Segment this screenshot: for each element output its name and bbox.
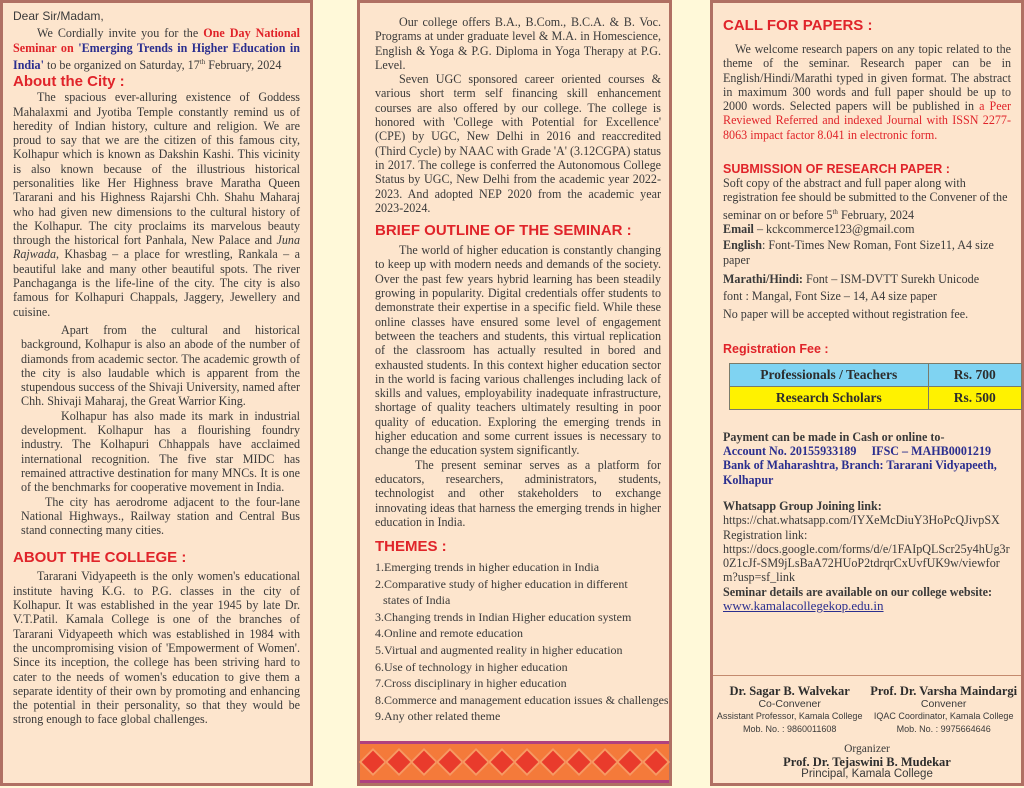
coconvener-role: Co-Convener [758, 697, 821, 710]
coconvener-name: Dr. Sagar B. Walvekar [729, 684, 850, 698]
fee-category: Professionals / Teachers [730, 363, 929, 386]
convener-mobile: Mob. No. : 9975664646 [896, 723, 991, 734]
call-for-papers-heading: CALL FOR PAPERS : [723, 17, 873, 34]
whatsapp-link[interactable]: https://chat.whatsapp.com/IYXeMcDiuY3HoPcQJivpSX [723, 513, 1000, 528]
fee-row [730, 363, 1022, 386]
convener-name: Prof. Dr. Varsha Maindargi [870, 684, 1018, 698]
coconvener-block [717, 685, 863, 735]
college-paragraph-3: Seven UGC sponsored career oriented courses & various short term self financing skill enhancement courses are also offered by our college. The college is honored with 'College with Potential for Excellence' (CPE) by UGC, New Delhi in 2016 and reaccredited (Third Cycle) by NAAC with Grade 'A' (3.12CGPA) status in 2017. The college is conferred the Autonomous College Status by UGC, New Delhi from the academic year 2022-2023. And adopted NEP 2020 from the academic year 2023-2024. [375, 72, 661, 215]
seminar-type: One Day National Seminar on [13, 26, 300, 55]
motif-icon [487, 748, 515, 776]
motif-icon [410, 748, 438, 776]
decorative-border-band [360, 741, 669, 783]
website-link[interactable]: www.kamalacollegekop.edu.in [723, 598, 884, 614]
coconvener-mobile: Mob. No. : 9860011608 [742, 723, 837, 734]
theme-item: 4.Online and remote education [375, 626, 523, 641]
no-paper-note: No paper will be accepted without registration fee. [723, 307, 969, 322]
invite-text: We Cordially invite you for the [37, 26, 204, 41]
city-paragraph-3: Kolhapur has also made its mark in industrial development. Kolhapur has a flourishing foundry industry. The Kolhapuri Chhappals have acclaimed international recognition. The five star MIDC has remained attractive destination for many MNCs. It is one of the benchmarks for cooperative movement in India. [21, 408, 300, 495]
english-format [723, 238, 1011, 267]
about-city-heading: About the City : [13, 73, 125, 91]
motif-icon [513, 748, 541, 776]
organizer-title: Principal, Kamala College [801, 768, 933, 780]
motif-icon [384, 748, 412, 776]
account-line: Account No. 20155933189 IFSC – MAHB0001219 [723, 444, 992, 459]
fee-category: Research Scholars [730, 386, 929, 409]
fee-amount: Rs. 500 [928, 386, 1021, 409]
marathi-label: Marathi/Hindi: [723, 271, 803, 286]
email-label: Email [723, 222, 754, 236]
theme-item: 6.Use of technology in higher education [375, 659, 568, 674]
college-paragraph-1: Tararani Vidyapeeth is the only women's educational institute having K.G. to P.G. classes in the city of Kolhapur. It was established in the year 1945 by late Dr. V.T.Patil. Kamala College is one of the branches of Tararani Vidyapeeth which was established in 1984 with the uncompromising vision of 'Empowerment of Women'. Since its inception, the college has been striving hard to cater to the needs of women's education to give them a separate identity of their own by promoting and enhancing the potential in their personality, so that they would be strong enough to face global challenges. [13, 569, 300, 727]
marathi-value: Font – ISM-DVTT Surekh Unicode [802, 271, 980, 286]
marathi-format-2: font : Mangal, Font Size – 14, A4 size paper [723, 289, 937, 304]
registration-label: Registration link: [723, 527, 808, 542]
convener-title: IQAC Coordinator, Kamala College [873, 711, 1014, 721]
motif-icon [462, 748, 490, 776]
cfp-text: We welcome research papers on any topic related to the theme of the seminar. Research paper can be in English/Hindi/Marathi typed in given format. The abstract in maximum 300 words and full paper should be up to 2000 words. Selected papers will be published in [723, 42, 1011, 114]
fee-amount: Rs. 700 [928, 363, 1021, 386]
signatories [713, 685, 1021, 735]
city-paragraph-1 [13, 90, 300, 319]
website-label: Seminar details are available on our college website: [723, 584, 993, 599]
panel-right [710, 0, 1024, 786]
registration-link[interactable]: https://docs.google.com/forms/d/e/1FAIpQLScr25y4hUg3r0Z1cJf-SM9jLsBaA72HUoP2tdrqrCxUvfUK9w/viewform?usp=sf_link [723, 541, 1010, 585]
motif-icon [590, 748, 618, 776]
theme-item: 7.Cross disciplinary in higher education [375, 676, 567, 691]
city-paragraph-4: The city has aerodrome adjacent to the four-lane National Highways., Railway station and Central Bus stand connecting many cities. [21, 494, 300, 538]
bank-line: Bank of Maharashtra, Branch: Tararani Vidyapeeth, Kolhapur [723, 458, 997, 487]
college-paragraph-2: Our college offers B.A., B.Com., B.C.A. & B. Voc. Programs at under graduate level & M.A. in Homescience, English & Yoga & P.G. Diploma in Yoga Therapy at P.G. Level. [375, 15, 661, 72]
organizer-label: Organizer [844, 743, 890, 755]
themes-list [375, 559, 669, 725]
salutation: Dear Sir/Madam, [13, 9, 104, 23]
motif-icon [642, 748, 670, 776]
payment-line: Payment can be made in Cash or online to- [723, 429, 945, 444]
theme-item: 5.Virtual and augmented reality in higher education [375, 643, 623, 658]
motif-icon [436, 748, 464, 776]
date-suffix: th [199, 57, 206, 66]
outline-paragraph-2: The present seminar serves as a platform for educators, researchers, administrators, students, technologist and other stakeholders to exchange innovating ideas that harness the emerging trends in higher education in India. [375, 457, 661, 529]
fee-row [730, 386, 1022, 409]
city-text-cont: , Khasbag – a place for wrestling, Rankala – a beautiful lake and many other beautiful spots. The river Panchaganga is the life-line of the city. The city is also famous for Kolhapuri Chappals, Jaggery, Jewellery and cuisine. [13, 247, 300, 319]
motif-icon [616, 748, 644, 776]
seminar-title: 'Emerging Trends in Higher Education in India' [13, 40, 300, 72]
convener-block [870, 685, 1017, 735]
divider [713, 675, 1021, 676]
submission-heading: SUBMISSION OF RESEARCH PAPER : [723, 162, 950, 177]
date-suffix: th [832, 207, 838, 216]
invitation-text [13, 26, 300, 72]
invite-post: to be organized on Saturday, 17 [43, 57, 200, 72]
city-text: The spacious ever-alluring existence of Goddess Mahalaxmi and Jyotiba Temple constantly remind us of heredity of Indian history, culture and religion. We are proud to say that we are the citizen of this famous city, Kolhapur which is known as Dakshin Kashi. This vicinity is also known because of the illustrious historical personalities like Her Highness brave Maratha Queen Tararani and his Highness Rajarshi Chh. Shahu Maharaj who had given new dimensions to the cultural history of the Kolhapur. The city proclaims its marvelous beauty through the historical fort Panhala, New Palace and [13, 90, 300, 248]
coconvener-title: Assistant Professor, Kamala College [716, 711, 863, 721]
theme-item: 3.Changing trends in Indian Higher education system [375, 609, 632, 624]
outline-paragraph-1: The world of higher education is constantly changing to keep up with modern needs and demands of the society. Over the past few years hybrid learning has been steadily growing in popularity. Digital credentials offer students to demonstrate their expertise in a specific field. While these online classes have ensured some level of engagement between the teachers and students, this virtual replication of the classroom has actually resulted in bored and exhausted students. In this context higher education sector in the world is facing various challenges including lack of skills and values, employability inadequate infrastructure, shortage of quality teachers ultimately resulting in poor quality of education. Exploring the emerging trends in higher education and some current issues is necessary to change the education system significantly. [375, 243, 661, 458]
panel-middle [357, 0, 672, 786]
website-line [723, 599, 1011, 613]
email-value[interactable]: – kckcommerce123@gmail.com [753, 222, 915, 236]
theme-item: 1.Emerging trends in higher education in India [375, 560, 600, 575]
panel-left [0, 0, 313, 786]
city-paragraph-2: Apart from the cultural and historical background, Kolhapur is also an abode of the number of diamonds from academic sector. The academic growth of the city is also laudable which is apparent from the stupendous success of the Shivaji University, named after Chh. Shivaji Maharaj, the Great Warrior King. [21, 322, 300, 409]
whatsapp-label: Whatsapp Group Joining link: [723, 498, 882, 513]
english-label: English [723, 238, 762, 253]
call-for-papers-text [723, 42, 1011, 142]
email-line [723, 222, 1011, 236]
about-college-heading: ABOUT THE COLLEGE : [13, 549, 187, 567]
motif-icon [565, 748, 593, 776]
submission-text [723, 176, 1011, 222]
theme-item: 2.Comparative study of higher education in different [375, 576, 628, 591]
themes-heading: THEMES : [375, 538, 447, 556]
organizer-block [713, 743, 1021, 781]
motif-icon [359, 748, 387, 776]
juna-rajwada: Juna Rajwada [13, 233, 300, 262]
submission-body: Soft copy of the abstract and full paper along with registration fee should be submitted to the Convener of the seminar on or before 5 [723, 176, 1008, 222]
english-value: : Font-Times New Roman, Font Size11, A4 size paper [723, 238, 994, 267]
marathi-format [723, 272, 1011, 286]
registration-fee-heading: Registration Fee : [723, 341, 829, 356]
seminar-date: February, 2024 [205, 57, 282, 72]
journal-info: a Peer Reviewed Referred and indexed Journal with ISSN 2277-8063 impact factor 8.041 in electronic form. [723, 99, 1011, 142]
convener-role: Convener [920, 697, 967, 710]
submission-date: February, 2024 [837, 207, 915, 222]
organizer-name: Prof. Dr. Tejaswini B. Mudekar [783, 754, 951, 769]
motif-icon [539, 748, 567, 776]
theme-item: 8.Commerce and management education issues & challenges [375, 692, 669, 707]
outline-heading: BRIEF OUTLINE OF THE SEMINAR : [375, 222, 632, 240]
theme-item: 9.Any other related theme [375, 709, 501, 724]
fee-table [729, 363, 1022, 410]
theme-item-cont: states of India [383, 593, 451, 608]
